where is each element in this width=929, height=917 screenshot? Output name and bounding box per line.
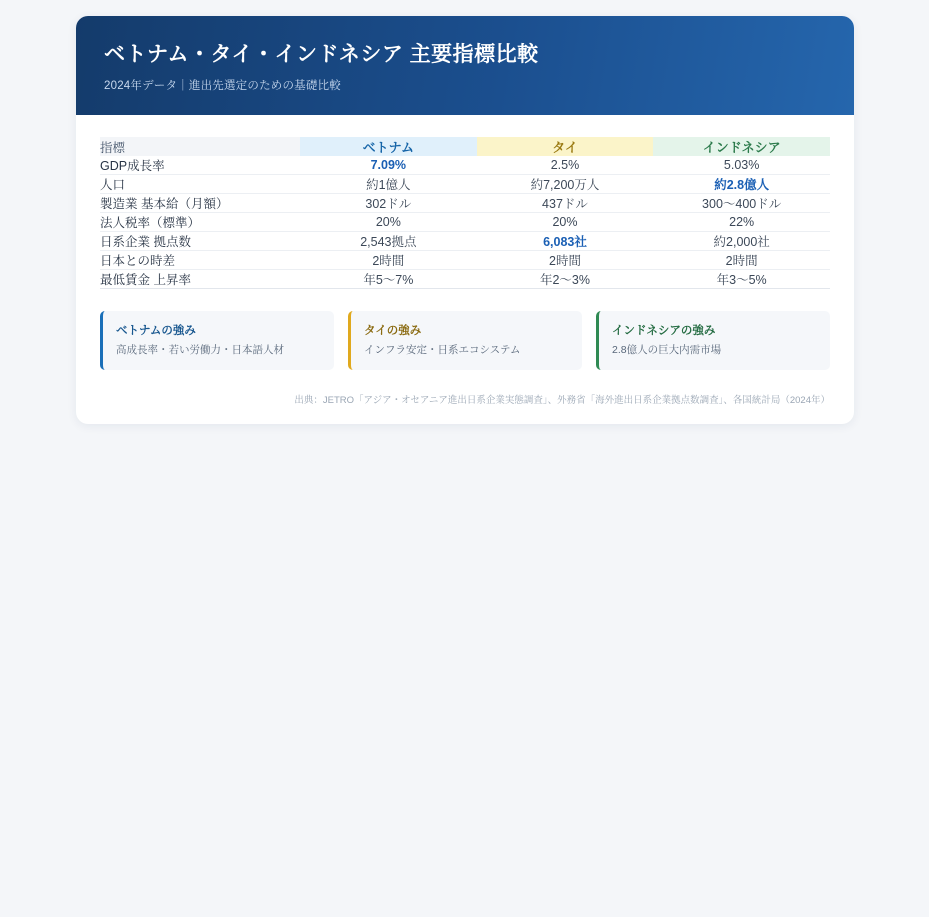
page-subtitle: 2024年データ｜進出先選定のための基礎比較 (104, 80, 341, 93)
table-row (100, 232, 830, 251)
card-header (76, 16, 854, 115)
table-row (100, 213, 830, 232)
cell-vietnam: 年5〜7% (363, 273, 414, 288)
cell-thailand: 20% (552, 215, 578, 230)
row-metric-label: 法人税率（標準） (100, 216, 201, 231)
cell-thailand: 年2〜3% (539, 273, 590, 288)
cell-indonesia: 約2,000社 (713, 235, 770, 250)
strength-card-indonesia (596, 311, 830, 370)
cell-indonesia: 約2.8億人 (714, 178, 770, 193)
strength-card-title: インドネシアの強み (612, 325, 716, 338)
table-header-row (100, 137, 830, 156)
strength-card-thailand (348, 311, 582, 370)
column-header-vietnam: ベトナム (300, 137, 477, 156)
strength-card-text: 2.8億人の巨大内需市場 (612, 344, 722, 357)
column-header-indonesia: インドネシア (653, 137, 830, 156)
table-row (100, 270, 830, 289)
table-row (100, 156, 830, 175)
column-header-thailand: タイ (477, 137, 654, 156)
cell-indonesia: 22% (729, 215, 755, 230)
cell-thailand: 437ドル (542, 197, 588, 212)
strength-card-text: インフラ安定・日系エコシステム (364, 344, 521, 357)
table-row (100, 251, 830, 270)
cell-vietnam: 302ドル (365, 197, 412, 212)
row-metric-label: 日本との時差 (100, 254, 176, 269)
table-row (100, 175, 830, 194)
cell-indonesia: 5.03% (723, 158, 760, 173)
cell-vietnam: 2,543拠点 (360, 235, 417, 250)
cell-vietnam: 20% (375, 215, 401, 230)
table-row (100, 194, 830, 213)
cell-indonesia: 300〜400ドル (702, 197, 782, 212)
page-title: ベトナム・タイ・インドネシア 主要指標比較 (104, 43, 539, 66)
row-metric-label: GDP成長率 (100, 159, 165, 174)
cell-thailand: 2.5% (550, 158, 580, 173)
comparison-card (76, 16, 854, 424)
cell-indonesia: 2時間 (725, 254, 758, 269)
cell-thailand: 6,083社 (543, 235, 587, 250)
cell-vietnam: 約1億人 (366, 178, 411, 193)
strength-cards (76, 289, 854, 370)
cell-thailand: 2時間 (549, 254, 581, 269)
row-metric-label: 日系企業 拠点数 (100, 235, 191, 250)
strength-card-title: タイの強み (364, 325, 422, 338)
column-header-metric: 指標 (100, 137, 300, 156)
strength-card-text: 高成長率・若い労働力・日本語人材 (116, 344, 284, 357)
cell-vietnam: 2時間 (372, 254, 405, 269)
table-container (76, 115, 854, 289)
row-metric-label: 製造業 基本給（月額） (100, 197, 229, 212)
row-metric-label: 最低賃金 上昇率 (100, 273, 191, 288)
strength-card-title: ベトナムの強み (116, 325, 196, 338)
source-note: 出典：JETRO「アジア・オセアニア進出日系企業実態調査」、外務省「海外進出日系企業拠点数調査」、各国統計局（2024年） (294, 394, 830, 406)
cell-vietnam: 7.09% (370, 158, 407, 173)
row-metric-label: 人口 (100, 178, 126, 193)
cell-indonesia: 年3〜5% (716, 273, 767, 288)
table-body (100, 156, 830, 289)
cell-thailand: 約7,200万人 (530, 178, 600, 193)
comparison-table (100, 137, 830, 289)
strength-card-vietnam (100, 311, 334, 370)
